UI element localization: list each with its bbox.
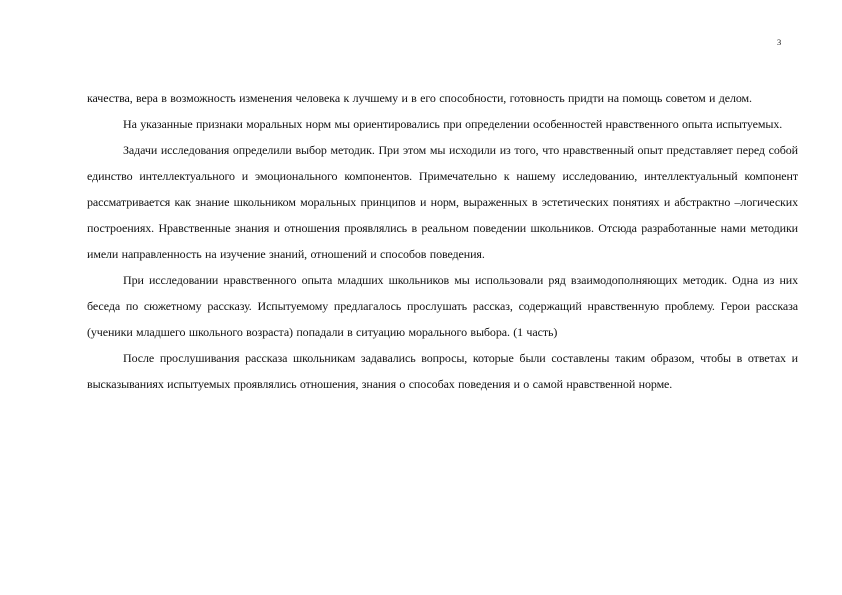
document-body bbox=[87, 85, 798, 397]
paragraph-questions: После прослушивания рассказа школьникам задавались вопросы, которые были составлены таким образом, чтобы в ответах и высказываниях испытуемых проявлялись отношения, знания о способах поведения и о самой нравственной норме. bbox=[87, 351, 798, 391]
paragraph-moral-norms: На указанные признаки моральных норм мы ориентировались при определении особенностей нравственного опыта испытуемых. bbox=[123, 117, 783, 131]
paragraph-research-tasks: Задачи исследования определили выбор методик. При этом мы исходили из того, что нравственный опыт представляет перед собой единство интеллектуального и эмоционального компонентов. Примечательно к нашему исследованию, интеллектуальный компонент рассматривается как знание школьником моральных принципов и норм, выраженных в эстетических понятиях и абстрактно –логических построениях. Нравственные знания и отношения проявлялись в реальном поведении школьников. Отсюда разработанные нами методики имели направленность на изучение знаний, отношений и способов поведения. bbox=[87, 143, 798, 261]
page-number: 3 bbox=[777, 37, 782, 47]
paragraph-methods: При исследовании нравственного опыта младших школьников мы использовали ряд взаимодополняющих методик. Одна из них беседа по сюжетному рассказу. Испытуемому предлагалось прослушать рассказ, содержащий нравственную проблему. Герои рассказа (ученики младшего школьного возраста) попадали в ситуацию морального выбора. (1 часть) bbox=[87, 273, 798, 339]
paragraph-continuation: качества, вера в возможность изменения человека к лучшему и в его способности, готовность придти на помощь советом и делом. bbox=[87, 91, 752, 105]
